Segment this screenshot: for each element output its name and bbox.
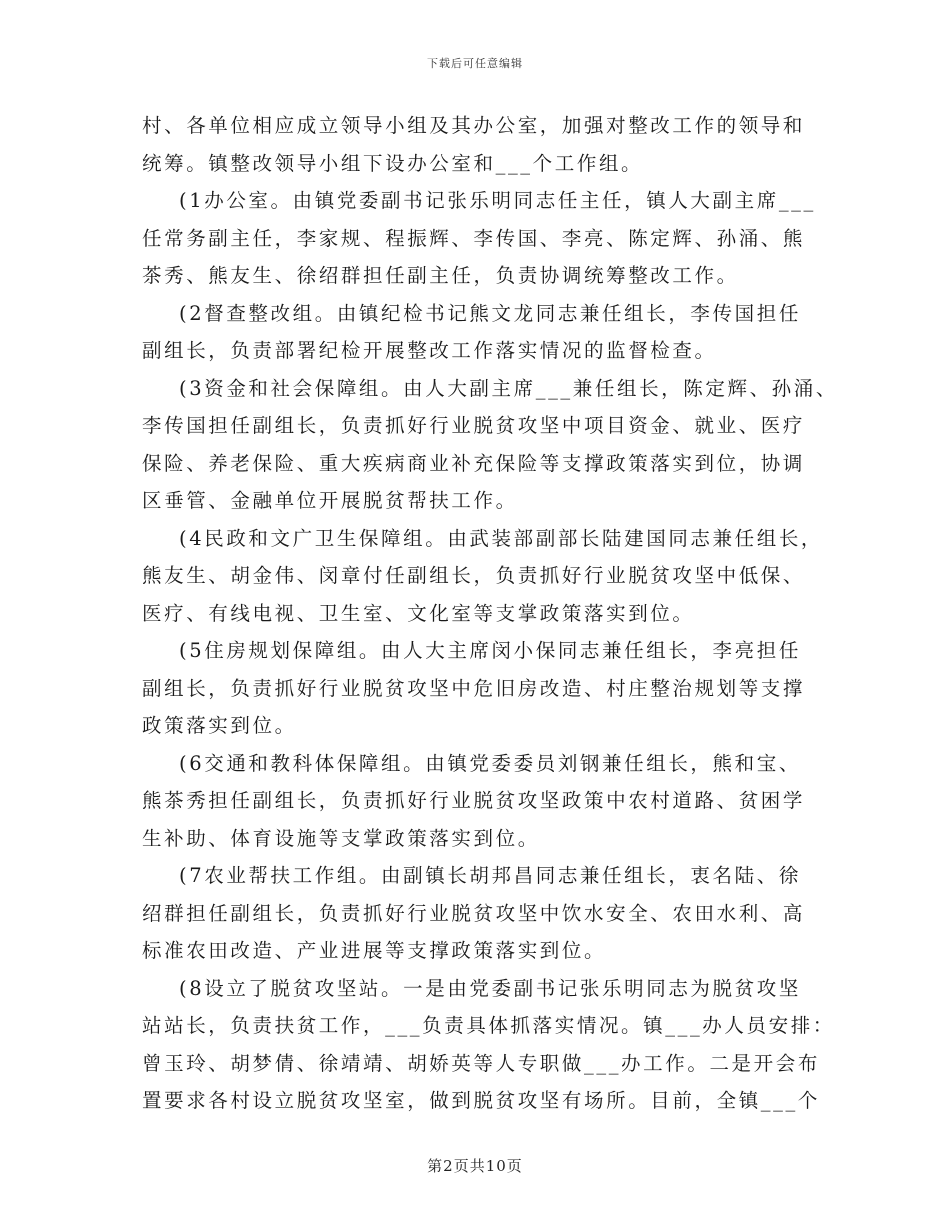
text-line: 政策落实到位。	[142, 714, 297, 737]
paragraph-first-line: (2督查整改组。由镇纪检书记熊文龙同志兼任组长，李传国担任	[179, 301, 801, 325]
text-line: 绍群担任副组长，负责抓好行业脱贫攻坚中饮水安全、农田水利、高	[142, 901, 806, 925]
paragraph-first-line: (6交通和教科体保障组。由镇党委委员刘钢兼任组长，熊和宝、	[179, 751, 801, 775]
text-line: 医疗、有线电视、卫生室、文化室等支掌政策落实到位。	[142, 601, 695, 625]
text-line: 李传国担任副组长，负责抓好行业脱贫攻坚中项目资金、就业、医疗	[142, 414, 806, 437]
paragraph-first-line: (8设立了脱贫攻坚站。一是由党委副书记张乐明同志为脱贫攻坚	[179, 976, 801, 1000]
text-line: 保险、养老保险、重大疾病商业补充保险等支撑政策落实到位，协调	[142, 451, 806, 475]
paragraph-first-line: (1办公室。由镇党委副书记张乐明同志任主任，镇人大副主席___	[179, 189, 816, 212]
text-line: 曾玉玲、胡梦倩、徐靖靖、胡娇英等人专职做___办工作。二是开会布	[142, 1051, 820, 1075]
text-line: 统筹。镇整改领导小组下设办公室和___个工作组。	[142, 151, 644, 175]
text-line: 置要求各村设立脱贫攻坚室，做到脱贫攻坚有场所。目前，全镇___个	[142, 1089, 820, 1112]
text-line: 茶秀、熊友生、徐绍群担任副主任，负责协调统筹整改工作。	[142, 264, 739, 287]
text-line: 村、各单位相应成立领导小组及其办公室，加强对整改工作的领导和	[142, 114, 806, 137]
paragraph-first-line: (4民政和文广卫生保障组。由武装部副部长陆建国同志兼任组长，	[179, 526, 824, 550]
paragraph-first-line: (5住房规划保障组。由人大主席闵小保同志兼任组长，李亮担任	[179, 639, 801, 662]
page-number: 第2页共10页	[427, 1157, 523, 1175]
text-line: 标准农田改造、产业进展等支撑政策落实到位。	[142, 939, 607, 962]
page-header: 下载后可任意编辑	[427, 57, 523, 70]
paragraph-first-line: (3资金和社会保障组。由人大副主席___兼任组长，陈定辉、孙涌、	[179, 376, 838, 400]
text-line: 副组长，负责抓好行业脱贫攻坚中危旧房改造、村庄整治规划等支撑	[142, 676, 806, 700]
text-line: 熊友生、胡金伟、闵章付任副组长，负责抓好行业脱贫攻坚中低保、	[142, 564, 806, 587]
paragraph-first-line: (7农业帮扶工作组。由副镇长胡邦昌同志兼任组长，衷名陆、徐	[179, 864, 801, 887]
text-line: 熊茶秀担任副组长，负责抓好行业脱贫攻坚政策中农村道路、贫困学	[142, 789, 806, 812]
text-line: 区垂管、金融单位开展脱贫帮扶工作。	[142, 489, 518, 512]
text-line: 任常务副主任，李家规、程振辉、李传国、李亮、陈定辉、孙涌、熊	[142, 226, 806, 250]
document-body	[142, 107, 842, 1120]
text-line: 生补助、体育设施等支掌政策落实到位。	[142, 826, 540, 850]
text-line: 副组长，负责部署纪检开展整改工作落实情况的监督检查。	[142, 339, 717, 362]
text-line: 站站长，负责扶贫工作，___负责具体抓落实情况。镇___办人员安排：	[142, 1014, 835, 1037]
